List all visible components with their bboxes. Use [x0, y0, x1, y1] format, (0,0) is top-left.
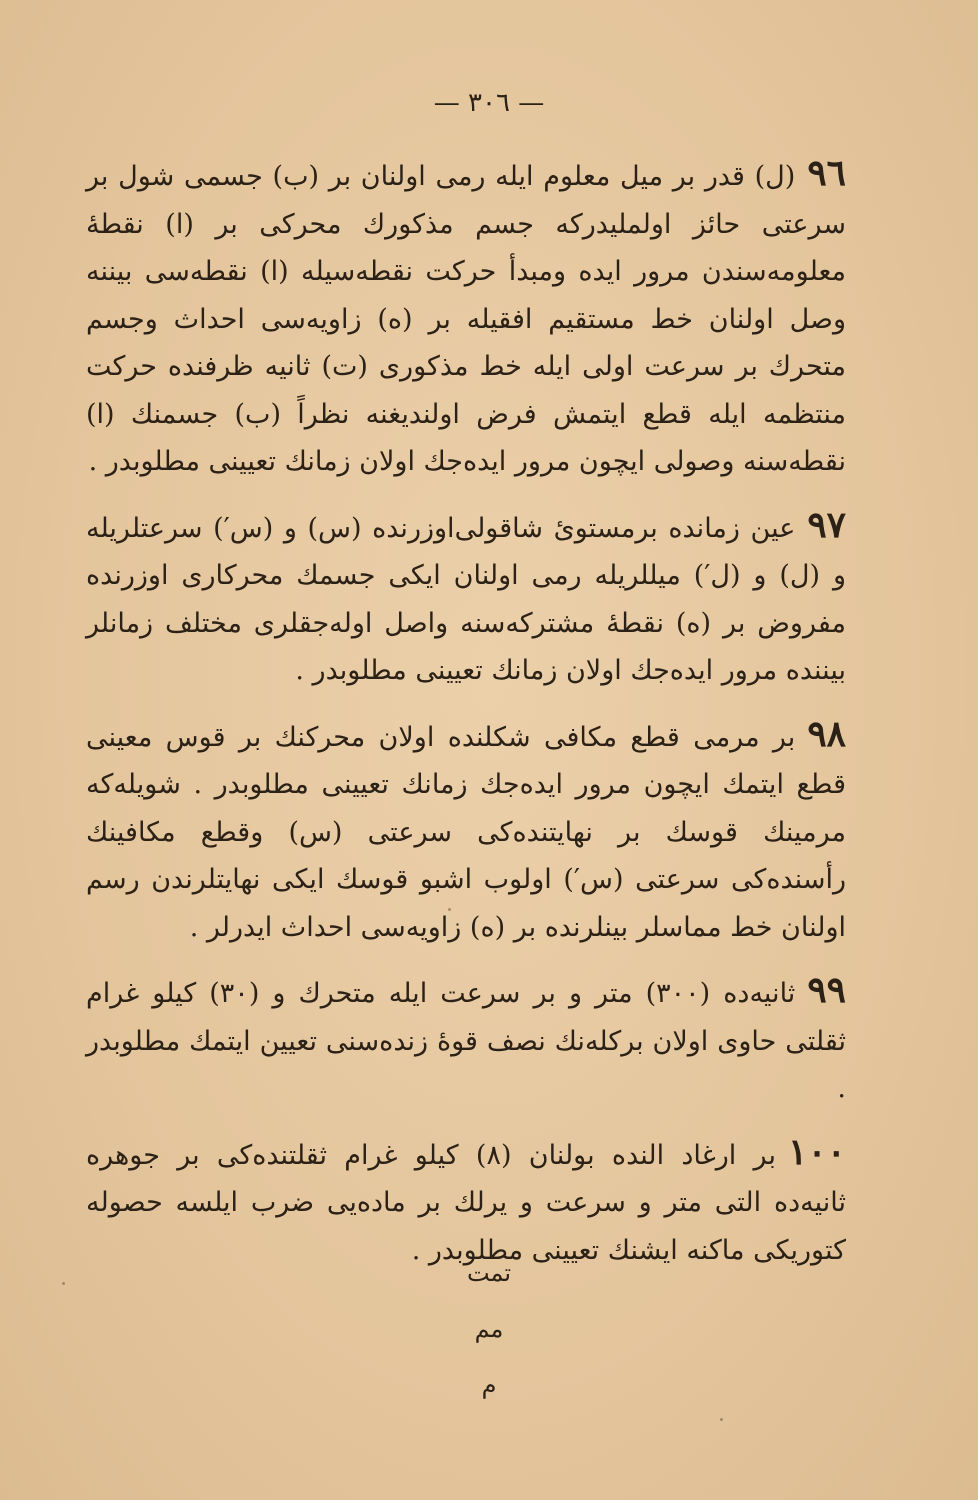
paper-speck: [720, 1418, 723, 1421]
problem-text: ثانیه‌ده (۳۰۰) متر و بر سرعت ایله متحرك و (۳۰) کیلو غرام ثقلتی حاوی اولان برکله‌نك نصف قوهٔ زنده‌سنی تعیین ایتمك مطلوبدر .: [86, 978, 846, 1104]
problem-text: عین زمانده برمستویٔ شاقولی‌اوزرنده (س) و (س′) سرعتلریله و (ل) و (ل′) میللریله رمی اولنان ایکی جسمك محرکاری اوزرنده مفروض بر (ه) نقطهٔ مشترکه‌سنه واصل اوله‌جقلری مختلف زمانلر بیننده مرور ایده‌جك اولان زمانك تعیینی مطلوبدر .: [86, 512, 846, 686]
paper-speck: [448, 908, 451, 911]
page-body: [86, 150, 846, 1290]
problem-number: ۹۷: [807, 503, 846, 546]
problem-97: [86, 502, 846, 695]
paper-speck: [62, 1282, 65, 1285]
problem-number: ۹٦: [807, 152, 846, 194]
printer-mark-1: مم: [474, 1315, 504, 1343]
end-word: تمت: [466, 1259, 512, 1287]
page-number: — ۳۰٦ —: [433, 88, 545, 118]
problem-number: ۹۹: [807, 969, 846, 1011]
problem-text: بر مرمی قطع مکافی شکلنده اولان محرکنك بر قوس معینی قطع ایتمك ایچون مرور ایده‌جك زمانك تعیینی مطلوبدر . شویله‌که مرمینك قوسك بر نهایتنده‌کی سرعتی (س) وقطع مکافینك رأسنده‌کی سرعتی (س′) اولوب اشبو قوسك ایکی نهایتلرندن رسم اولنان خط مماسلر بینلرنده بر (ه) زاویه‌سی احداث ایدرلر .: [86, 721, 846, 943]
problem-98: [86, 711, 846, 952]
page-footer: [0, 1245, 978, 1413]
printer-mark-2: م: [481, 1371, 497, 1399]
problem-text: (ل) قدر بر میل معلوم ایله رمی اولنان بر (ب) جسمی شول بر سرعتی حائز اولملیدرکه جسم مذکورك محرکی بر (ا) نقطهٔ معلومه‌سندن مرور ایده ومبدأ حرکت نقطه‌سیله (ا) نقطه‌سی بیننه وصل اولنان خط مستقیم افقیله بر (ه) زاویه‌سی احداث وجسم متحرك بر سرعت اولی ایله خط مذکوری (ت) ثانیه ظرفنده حرکت منتظمه ایله قطع ایتمش فرض اولندیغنه نظراً (ب) جسمنك (ا) نقطه‌سنه وصولی ایچون مرور ایده‌جك اولان زمانك تعیینی مطلوبدر .: [86, 161, 846, 477]
problem-number: ۱۰۰: [787, 1130, 846, 1173]
problem-99: [86, 967, 846, 1113]
problem-text: بر ارغاد الندە بولنان (۸) کیلو غرام ثقلتنده‌کی بر جوهره ثانیه‌ده التی متر و سرعت و یرلك بر ماده‌یی ضرب ایلسه حصوله کتوریکی ماکنه ایشنك تعیینی مطلوبدر .: [86, 1139, 846, 1266]
problem-number: ۹۸: [807, 712, 846, 755]
problem-96: [86, 150, 846, 486]
